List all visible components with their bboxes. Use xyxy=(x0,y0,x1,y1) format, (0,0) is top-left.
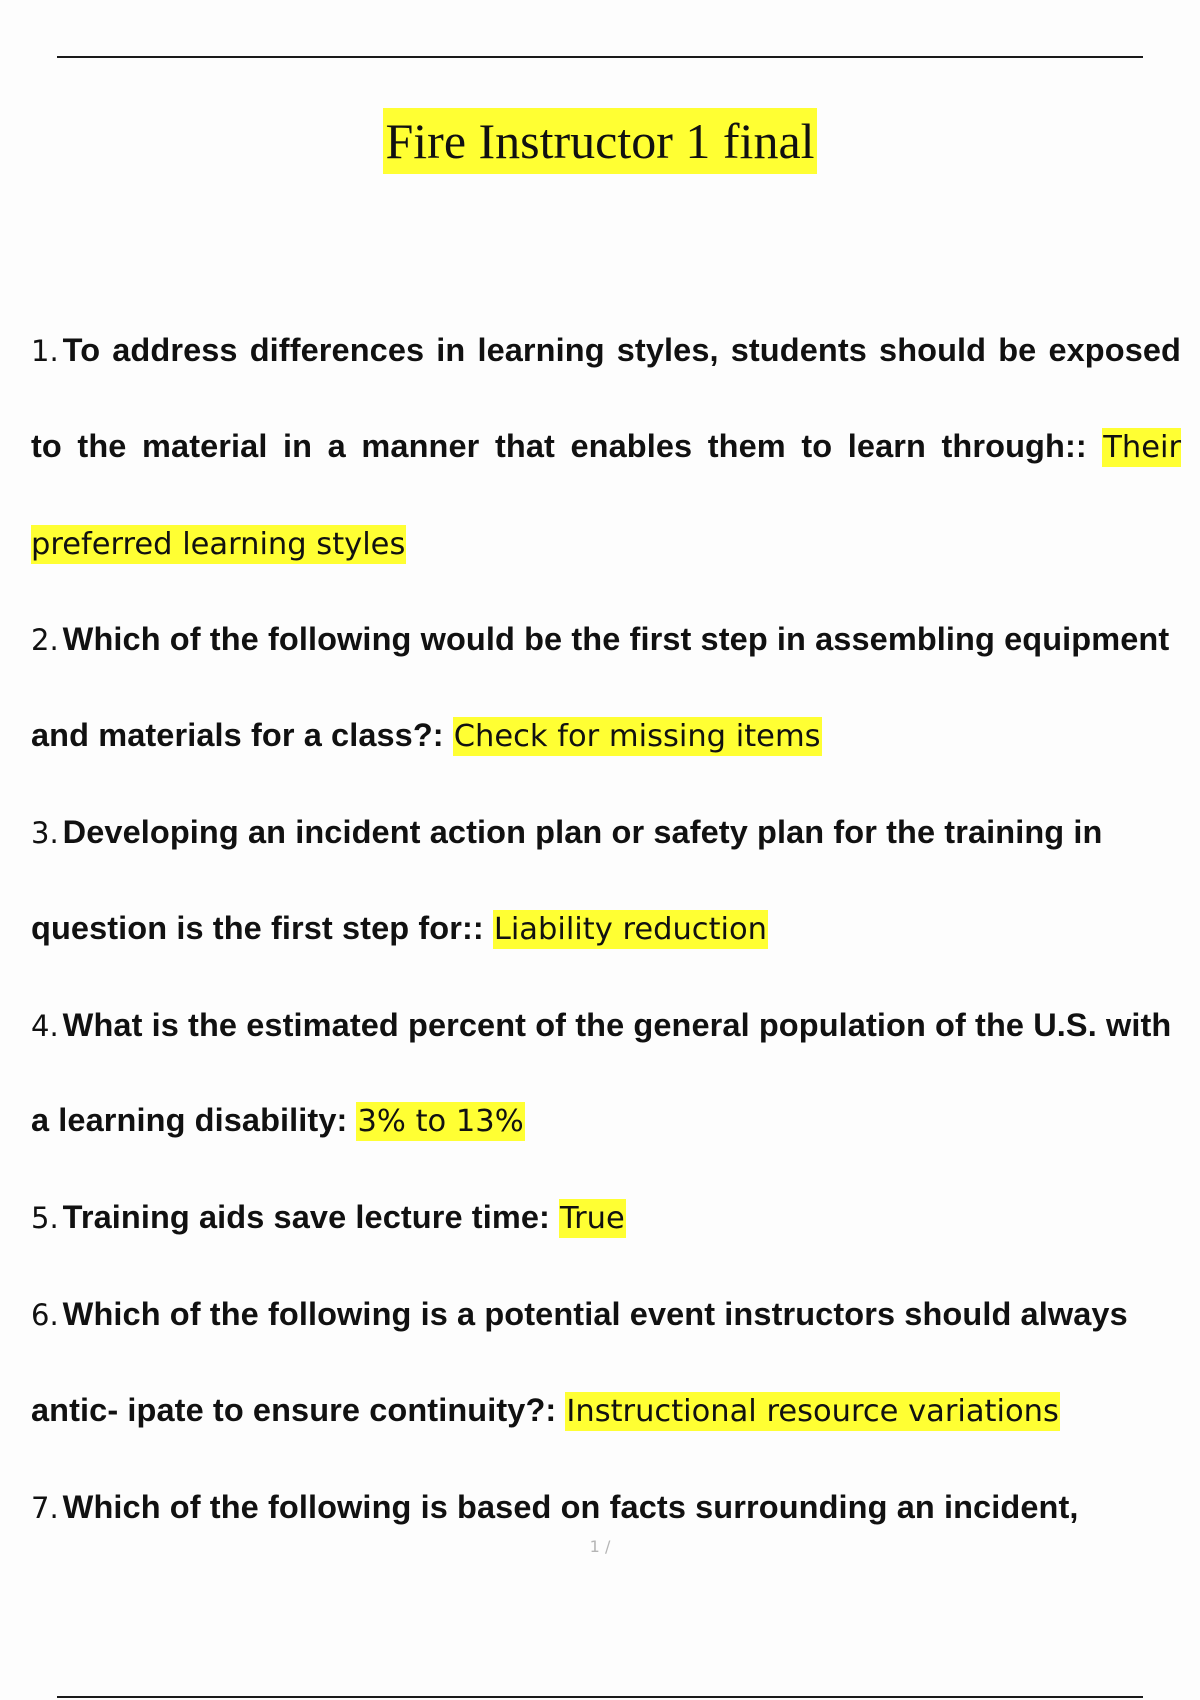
answer-highlight: Check for missing items xyxy=(453,719,821,755)
question-number: 7. xyxy=(31,1490,59,1525)
page-number: 1 / xyxy=(589,1537,611,1556)
question-number: 2. xyxy=(31,623,59,658)
question-item xyxy=(31,978,1181,1171)
question-item xyxy=(31,303,1181,592)
answer-highlight: 3% to 13% xyxy=(357,1104,524,1140)
question-text: Which of the following is a potential event instructors should always antic- ipate to ensure continuity?: xyxy=(31,1295,1128,1428)
question-list xyxy=(31,303,1181,1555)
answer-highlight: Liability reduction xyxy=(493,911,768,947)
answer-highlight: True xyxy=(559,1201,625,1237)
question-text: Which of the following would be the first step in assembling equipment and materials for a class?: xyxy=(31,621,1170,754)
answer-highlight: Their preferred learning styles xyxy=(31,429,1181,562)
question-item xyxy=(31,592,1181,785)
question-number: 4. xyxy=(31,1008,59,1043)
top-rule xyxy=(57,56,1143,58)
answer-highlight: Instructional resource variations xyxy=(566,1393,1059,1429)
bottom-rule xyxy=(57,1696,1143,1698)
question-item xyxy=(31,785,1181,978)
question-number: 6. xyxy=(31,1297,59,1332)
question-text: To address differences in learning styles, students should be exposed to the material in a manner that enables them to learn through:: xyxy=(31,332,1181,464)
question-number: 1. xyxy=(31,334,59,368)
document-title: Fire Instructor 1 final xyxy=(383,108,816,174)
question-text: Training aids save lecture time: xyxy=(62,1199,550,1236)
question-number: 5. xyxy=(31,1201,59,1236)
question-item xyxy=(31,1170,1181,1267)
question-text: Developing an incident action plan or safety plan for the training in question is the first step for:: xyxy=(31,813,1103,946)
question-text: What is the estimated percent of the general population of the U.S. with a learning disability: xyxy=(31,1006,1172,1139)
question-item xyxy=(31,1267,1181,1460)
question-number: 3. xyxy=(31,815,59,850)
question-text: Which of the following is based on facts surrounding an incident, xyxy=(62,1488,1079,1525)
title-container xyxy=(0,108,1200,174)
